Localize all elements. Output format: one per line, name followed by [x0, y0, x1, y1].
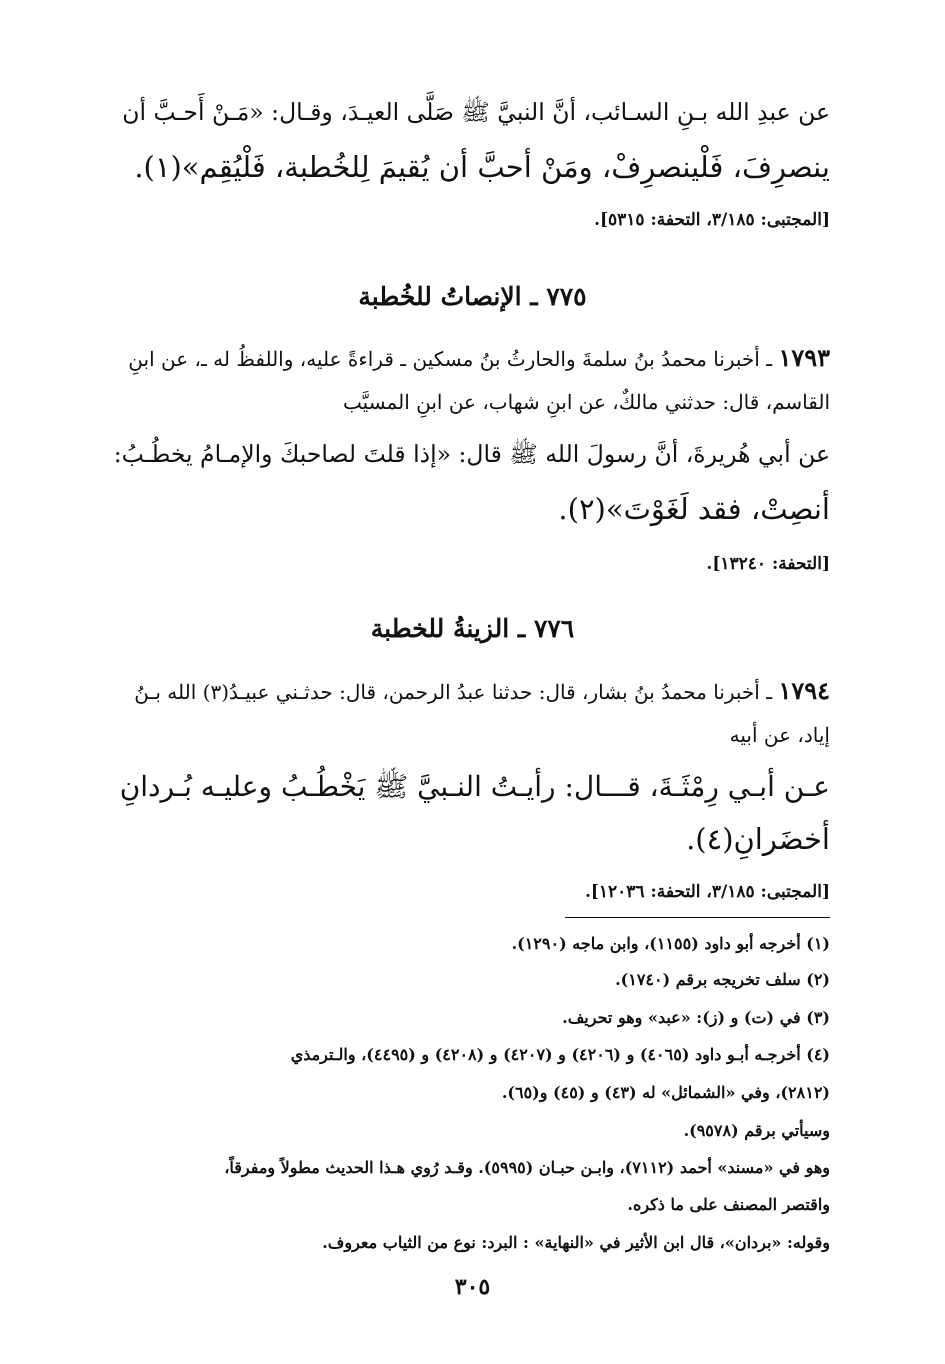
footnote: وقوله: «بردان»، قال ابن الأثير في «النهاية» : البرد: نوع من الثياب معروف.	[322, 1233, 830, 1252]
citation-reference: [المجتبى: ٣/١٨٥، التحفة: ١٢٠٣٦].	[584, 882, 830, 902]
footnote-separator	[565, 917, 830, 918]
citation-reference: [المجتبى: ٣/١٨٥، التحفة: ٥٣١٥].	[594, 210, 830, 230]
footnote: (٤) أخرجـه أبـو داود (٤٠٦٥) و (٤٢٠٦) و (٤٢٠٧) و (٤٢٠٨) و (٤٤٩٥)، والـترمذي	[290, 1045, 830, 1064]
hadith-number: ١٧٩٤	[778, 676, 830, 705]
section-heading: ٧٧٥ ـ الإنصاتُ للخُطبة	[358, 282, 587, 311]
footnote: وسيأتي برقم (٩٥٧٨).	[683, 1121, 830, 1140]
footnote: (٢٨١٢)، وفي «الشمائل» له (٤٣) و (٤٥) و(٦٥).	[501, 1083, 830, 1102]
matn-line: أخضَرانِ(٤).	[686, 822, 830, 856]
footnote: (١) أخرجه أبو داود (١١٥٥)، وابن ماجه (١٢٩٠).	[511, 934, 830, 953]
matn-line: أنصِتْ، فقد لَغَوْتَ»(٢).	[558, 492, 830, 526]
isnad-line	[128, 343, 830, 372]
footnote: واقتصر المصنف على ما ذكره.	[627, 1195, 830, 1214]
isnad-line: إياد، عن أبيه	[729, 723, 830, 747]
matn-line: عـن أبـي رِمْثَـةَ، قـــال: رأيـتُ النـبيَّ ﷺ يَخْطُـبُ وعليـه بُـردانِ	[119, 770, 830, 803]
isnad-text: ـ أخبرنا محمدُ بنُ سلمةَ والحارثُ بنُ مسكين ـ قراءةً عليه، واللفظُ له ـ، عن ابنِ	[128, 347, 773, 371]
footnote: وهو في «مسند» أحمد (٧١١٢)، وابـن حبـان (٥٩٩٥). وقـد رُوي هـذا الحديث مطولاً ومفرقاً،	[224, 1158, 830, 1177]
isnad-line: القاسم، قال: حدثني مالكٌ، عن ابنِ شهاب، عن ابنِ المسيَّب	[343, 390, 830, 414]
matn-line: عن أبي هُريرةَ، أنَّ رسولَ الله ﷺ قال: «إذا قلتَ لصاحبكَ والإمـامُ يخطُـبُ:	[113, 440, 830, 468]
footnote: (٢) سلف تخريجه برقم (١٧٤٠).	[615, 970, 830, 989]
hadith-number: ١٧٩٣	[778, 343, 830, 372]
citation-reference: [التحفة: ١٣٢٤٠].	[706, 554, 830, 574]
matn-line: عن عبدِ الله بـنِ السـائب، أنَّ النبيَّ ﷺ صَلَّى العيـدَ، وقـال: «مَـنْ أَحـبَّ أن	[122, 98, 830, 126]
section-heading: ٧٧٦ ـ الزينةُ للخطبة	[370, 614, 575, 643]
isnad-line	[134, 676, 830, 705]
isnad-text: ـ أخبرنا محمدُ بنُ بشار، قال: حدثنا عبدُ الرحمن، قال: حدثـني عبيـدُ(٣) الله بـنُ	[134, 680, 773, 704]
footnote: (٣) في (ت) و (ز): «عبد» وهو تحريف.	[562, 1008, 830, 1027]
page-number: ٣٠٥	[454, 1274, 491, 1300]
matn-line: ينصرِفَ، فَلْينصرِفْ، ومَنْ أحبَّ أن يُقيمَ لِلخُطبة، فَلْيُقِم»(١).	[134, 150, 830, 184]
